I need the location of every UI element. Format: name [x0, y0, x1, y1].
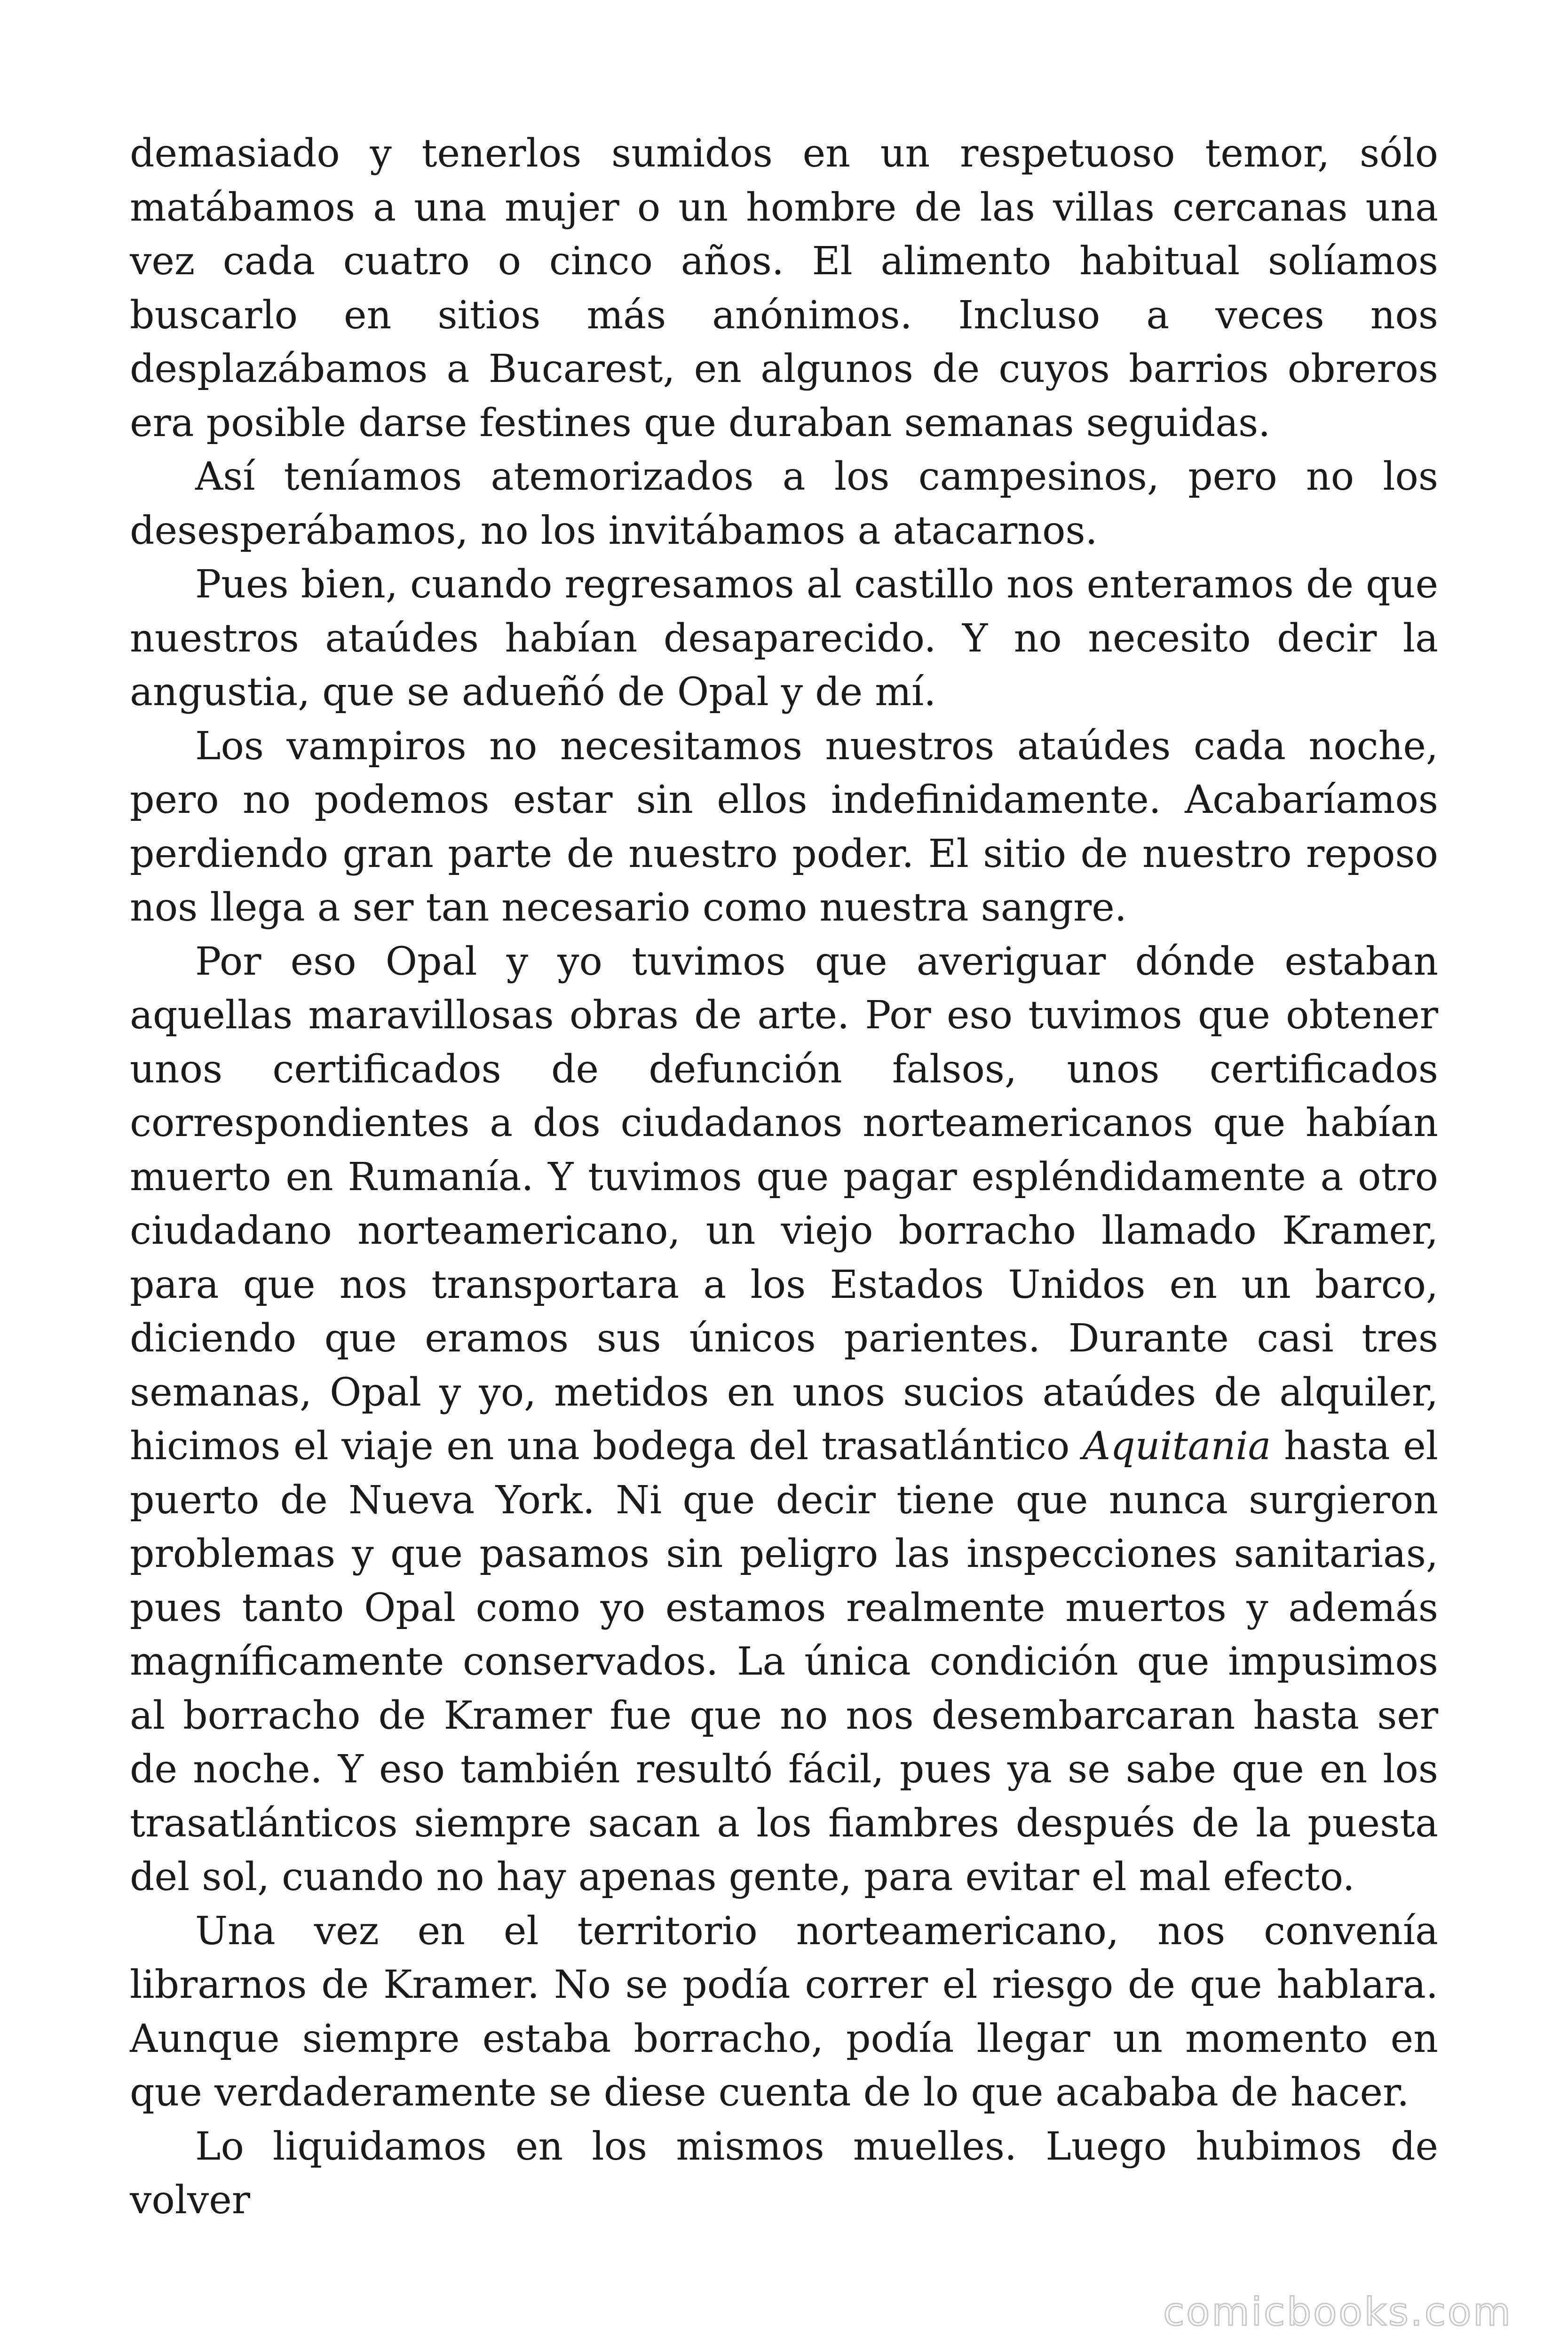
- page-text-body: [130, 127, 1438, 2228]
- paragraph-6: Una vez en el territorio norteamericano, nos convenía librarnos de Kramer. No se podía correr el riesgo de que hablara. Aunque siempre estaba borracho, podía llegar un momento en que verdaderamente se diese cuenta de lo que acababa de hacer.: [130, 1908, 1438, 2115]
- paragraph-5: [130, 935, 1438, 1905]
- paragraph-2: Así teníamos atemorizados a los campesinos, pero no los desesperábamos, no los invitábamos a atacarnos.: [130, 454, 1438, 553]
- paragraph-5-part-2: hasta el puerto de Nueva York. Ni que decir tiene que nunca surgieron problemas y que pasamos sin peligro las inspecciones sanitarias, pues tanto Opal como yo estamos realmente muertos y además magníficamente conservados. La única condición que impusimos al borracho de Kramer fue que no nos desembarcaran hasta ser de noche. Y eso también resultó fácil, pues ya se sabe que en los trasatlánticos siempre sacan a los fiambres después de la puesta del sol, cuando no hay apenas gente, para evitar el mal efecto.: [130, 1424, 1438, 1899]
- ship-name-italic: Aquitania: [1082, 1424, 1271, 1469]
- paragraph-3: Pues bien, cuando regresamos al castillo nos enteramos de que nuestros ataúdes habían desaparecido. Y no necesito decir la angustia, que se adueñó de Opal y de mí.: [130, 562, 1438, 715]
- paragraph-5-part-1: Por eso Opal y yo tuvimos que averiguar dónde estaban aquellas maravillosas obras de arte. Por eso tuvimos que obtener unos certificados de defunción falsos, unos certificados correspondientes a dos ciudadanos norteamericanos que habían muerto en Rumanía. Y tuvimos que pagar espléndidamente a otro ciudadano norteamericano, un viejo borracho llamado Kramer, para que nos transportara a los Estados Unidos en un barco, diciendo que eramos sus únicos parientes. Durante casi tres semanas, Opal y yo, metidos en unos sucios ataúdes de alquiler, hicimos el viaje en una bodega del trasatlántico: [130, 939, 1438, 1469]
- paragraph-1: demasiado y tenerlos sumidos en un respetuoso temor, sólo matábamos a una mujer o un hombre de las villas cercanas una vez cada cuatro o cinco años. El alimento habitual solíamos buscarlo en sitios más anónimos. Incluso a veces nos desplazábamos a Bucarest, en algunos de cuyos barrios obreros era posible darse festines que duraban semanas seguidas.: [130, 131, 1438, 445]
- paragraph-4: Los vampiros no necesitamos nuestros ataúdes cada noche, pero no podemos estar sin ellos indefinidamente. Acabaríamos perdiendo gran parte de nuestro poder. El sitio de nuestro reposo nos llega a ser tan necesario como nuestra sangre.: [130, 723, 1438, 930]
- paragraph-7: Lo liquidamos en los mismos muelles. Luego hubimos de volver: [130, 2124, 1438, 2223]
- watermark: comicbooks.com: [1163, 2290, 1513, 2335]
